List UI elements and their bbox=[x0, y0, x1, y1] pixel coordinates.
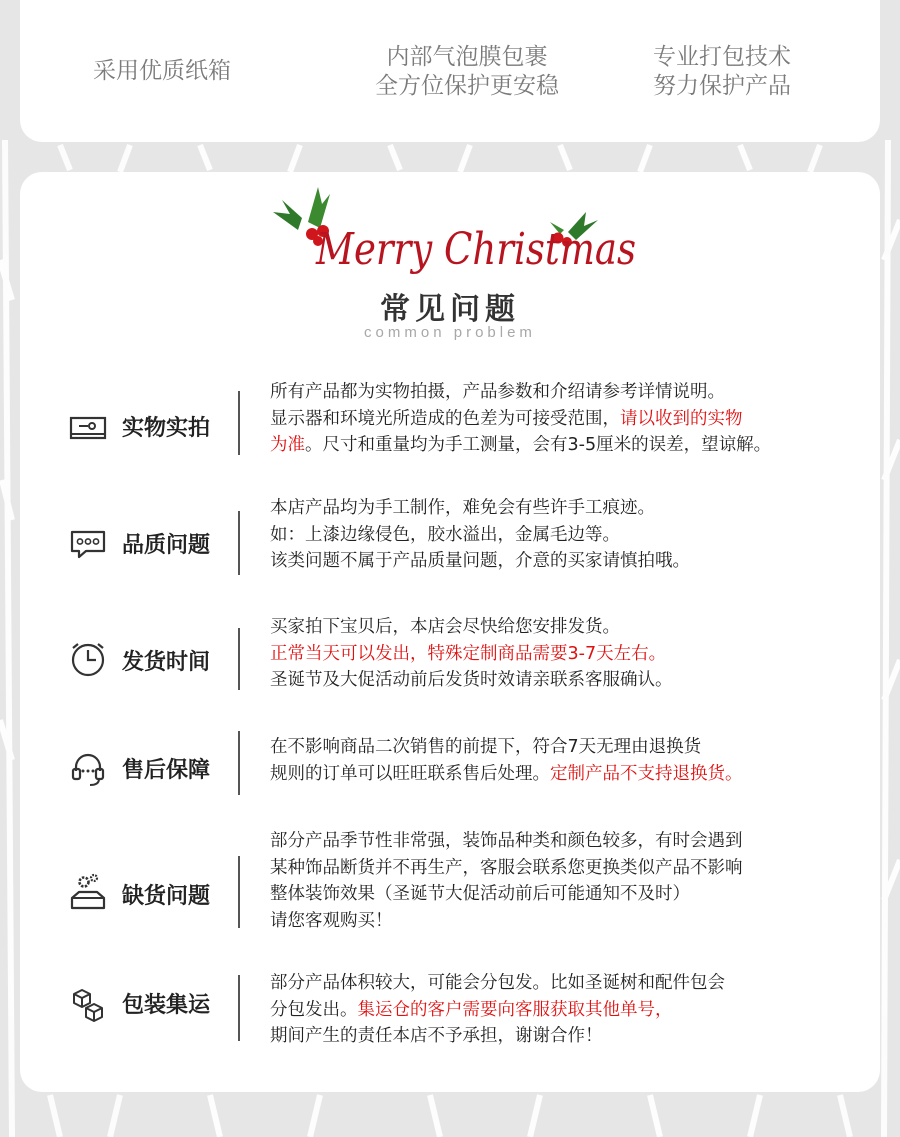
row-divider bbox=[238, 856, 240, 928]
faq-line: 分包发出。集运仓的客户需要向客服获取其他单号， bbox=[270, 999, 673, 1020]
faq-line: 如：上漆边缘侵色，胶水溢出，金属毛边等。 bbox=[270, 524, 620, 545]
clock-icon bbox=[68, 640, 108, 680]
faq-line: 显示器和环境光所造成的色差为可接受范围，请以收到的实物 bbox=[270, 408, 743, 429]
packaging-features-card bbox=[20, 0, 880, 142]
chat-bubble-icon bbox=[68, 523, 108, 563]
headset-icon bbox=[68, 749, 108, 789]
faq-line: 为准。尺寸和重量均为手工测量，会有3-5厘米的误差，望谅解。 bbox=[270, 435, 772, 455]
faq-label-shipping-time: 发货时间 bbox=[122, 650, 211, 675]
faq-line: 正常当天可以发出，特殊定制商品需要3-7天左右。 bbox=[270, 643, 667, 664]
feature-bubble-wrap-line-2: 全方位保护更安稳 bbox=[375, 73, 559, 99]
faq-label-packaging: 包装集运 bbox=[122, 993, 211, 1018]
row-divider bbox=[238, 511, 240, 575]
row-divider bbox=[238, 391, 240, 455]
feature-carton bbox=[82, 57, 242, 86]
merry-christmas-text: Merry Christmas bbox=[315, 224, 636, 275]
faq-line: 部分产品季节性非常强，装饰品种类和颜色较多，有时会遇到 bbox=[270, 831, 743, 851]
faq-text-out-of-stock bbox=[270, 828, 870, 934]
faq-text-quality bbox=[270, 495, 870, 575]
faq-line: 在不影响商品二次销售的前提下，符合7天无理由退换货 bbox=[270, 737, 702, 757]
feature-packing bbox=[632, 43, 812, 101]
page-subtitle: common problem bbox=[364, 324, 536, 341]
faq-line: 买家拍下宝贝后，本店会尽快给您安排发货。 bbox=[270, 617, 620, 637]
faq-line: 整体装饰效果（圣诞节大促活动前后可能通知不及时） bbox=[270, 884, 690, 904]
faq-text-packaging bbox=[270, 970, 870, 1050]
faq-label-quality: 品质问题 bbox=[122, 533, 211, 558]
feature-bubble-wrap-line-1: 内部气泡膜包裹 bbox=[386, 44, 548, 70]
faq-label-out-of-stock: 缺货问题 bbox=[122, 884, 211, 909]
faq-line: 规则的订单可以旺旺联系售后处理。定制产品不支持退换货。 bbox=[270, 763, 743, 784]
faq-label-after-sales: 售后保障 bbox=[122, 758, 211, 783]
page-title: 常见问题 bbox=[380, 292, 520, 327]
faq-line: 期间产生的责任本店不予承担，谢谢合作！ bbox=[270, 1026, 603, 1046]
row-divider bbox=[238, 628, 240, 690]
faq-line: 圣诞节及大促活动前后发货时效请亲联系客服确认。 bbox=[270, 670, 673, 690]
faq-card bbox=[20, 172, 880, 1092]
merry-christmas-logo bbox=[268, 182, 638, 282]
faq-text-after-sales bbox=[270, 734, 870, 787]
feature-carton-text: 采用优质纸箱 bbox=[93, 58, 231, 84]
photo-camera-icon bbox=[68, 407, 108, 447]
faq-line: 该类问题不属于产品质量问题，介意的买家请慎拍哦。 bbox=[270, 551, 690, 571]
faq-label-photo: 实物实拍 bbox=[122, 416, 211, 441]
feature-packing-line-1: 专业打包技术 bbox=[653, 44, 791, 70]
faq-text-photo bbox=[270, 379, 870, 459]
row-divider bbox=[238, 731, 240, 795]
faq-line: 所有产品都为实物拍摄，产品参数和介绍请参考详情说明。 bbox=[270, 382, 725, 402]
faq-line: 某种饰品断货并不再生产，客服会联系您更换类似产品不影响 bbox=[270, 857, 743, 878]
feature-bubble-wrap bbox=[352, 43, 582, 101]
faq-text-shipping-time bbox=[270, 614, 870, 694]
faq-line: 部分产品体积较大，可能会分包发。比如圣诞树和配件包会 bbox=[270, 973, 725, 993]
faq-line: 本店产品均为手工制作，难免会有些许手工痕迹。 bbox=[270, 498, 655, 518]
feature-packing-line-2: 努力保护产品 bbox=[653, 73, 791, 99]
stock-box-gear-icon bbox=[68, 872, 108, 912]
faq-line: 请您客观购买！ bbox=[270, 910, 393, 931]
packages-icon bbox=[68, 986, 108, 1026]
row-divider bbox=[238, 975, 240, 1041]
